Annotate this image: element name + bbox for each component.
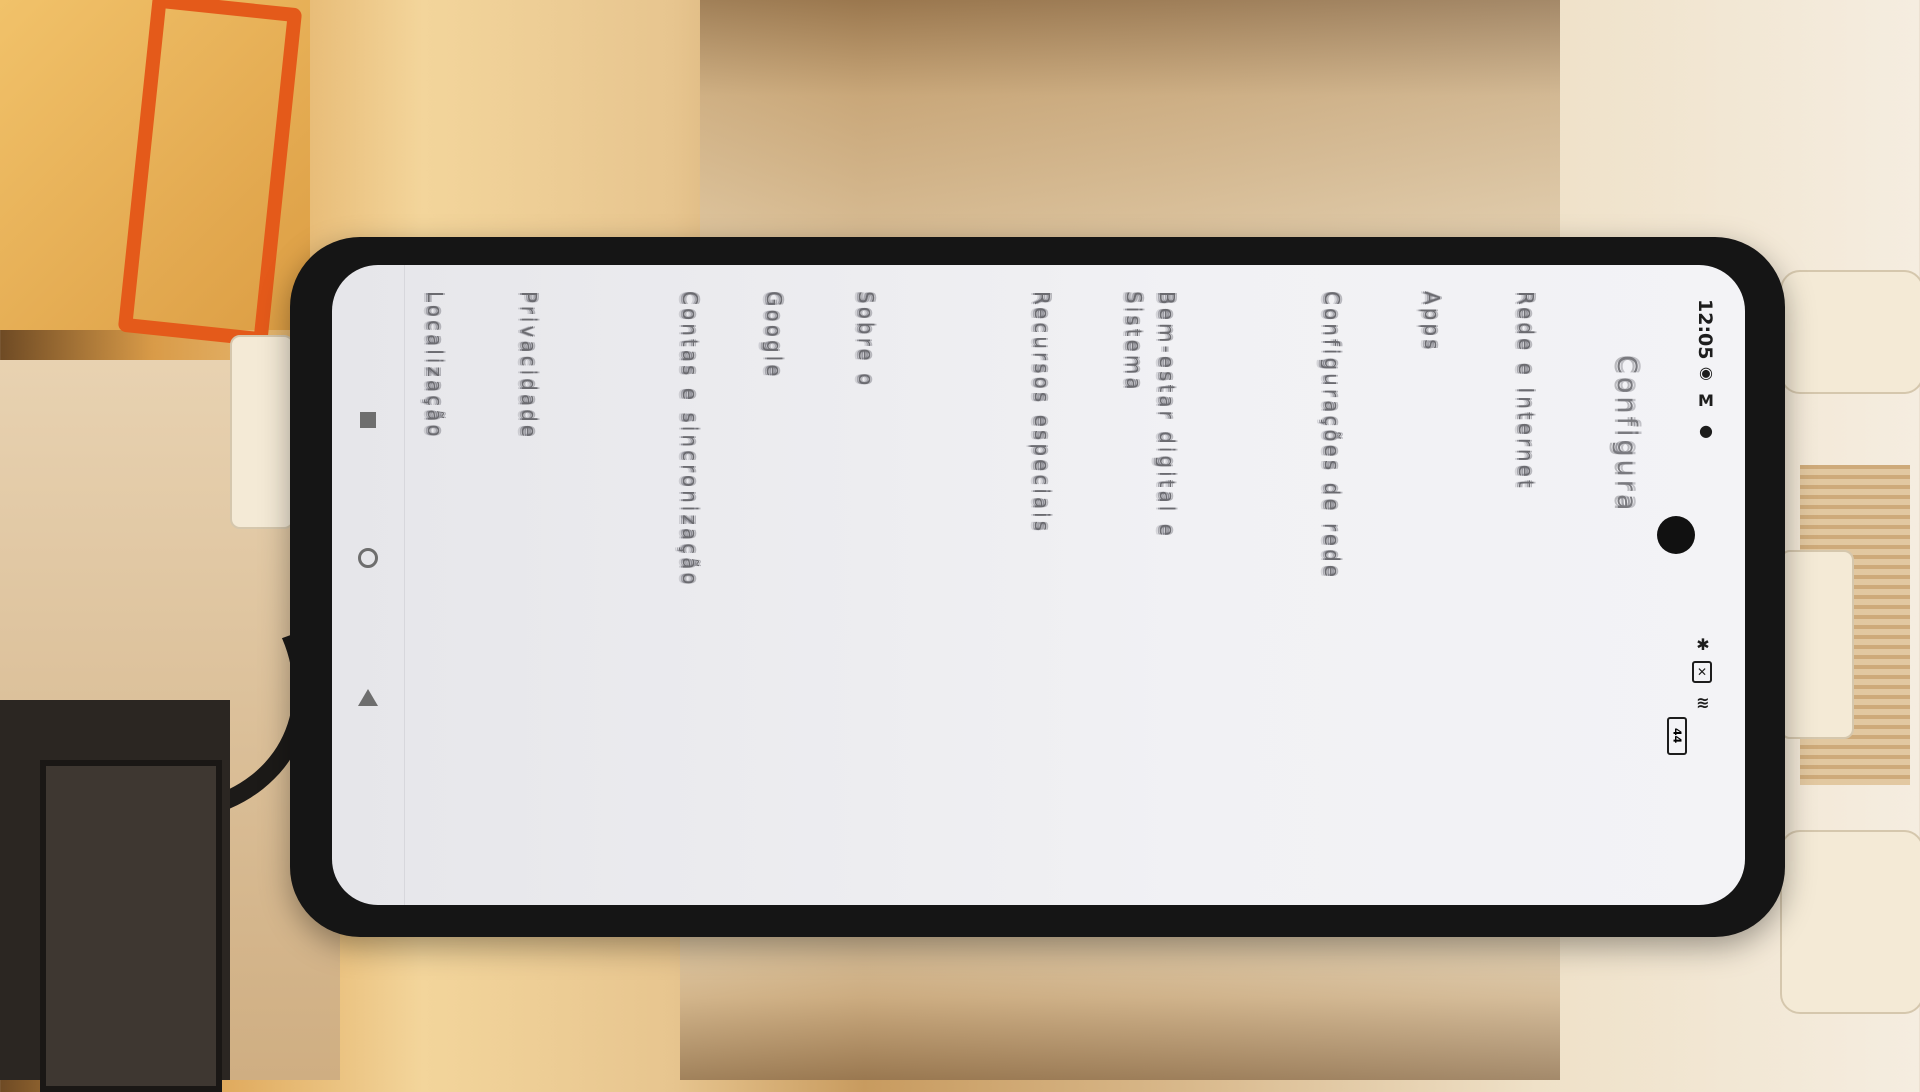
- phone-screen: [332, 265, 1745, 905]
- settings-item-rede-internet[interactable]: Rede e Internet: [1514, 291, 1538, 491]
- settings-item-contas[interactable]: Contas e sincronização: [678, 291, 702, 588]
- bluetooth-icon: ✱: [1696, 634, 1710, 654]
- phone-mount-bottom-right: [1780, 830, 1920, 1014]
- front-camera: [1657, 516, 1695, 554]
- smartphone: [290, 237, 1785, 937]
- phone-mount-left: [230, 335, 294, 529]
- page-title: Configura: [1611, 355, 1642, 514]
- battery-level: 44: [1670, 728, 1684, 744]
- settings-item-sistema[interactable]: Sistema: [1122, 291, 1146, 393]
- settings-item-configuracoes-rede[interactable]: Configurações de rede: [1320, 291, 1344, 581]
- settings-item-apps[interactable]: Apps: [1420, 291, 1444, 353]
- settings-item-localizacao[interactable]: Localização: [423, 291, 447, 440]
- background-shelf-bottom: [680, 930, 1560, 1080]
- vpn-icon: ●: [1699, 420, 1713, 440]
- home-button[interactable]: [356, 546, 380, 570]
- phone-mount-top-right: [1780, 270, 1920, 394]
- wifi-icon: ≋: [1696, 692, 1710, 712]
- recents-button[interactable]: [356, 408, 380, 432]
- notification-icon: ◉: [1699, 362, 1713, 382]
- sim-disabled-icon: ✕: [1692, 661, 1712, 683]
- background-shelf-top: [700, 0, 1560, 240]
- gmail-icon: M: [1698, 390, 1714, 410]
- navigation-bar: [332, 265, 405, 905]
- status-time: 12:05: [1694, 299, 1716, 360]
- settings-item-bem-estar[interactable]: Bem-estar digital e: [1155, 291, 1179, 539]
- background-block-inner: [40, 760, 222, 1092]
- settings-item-recursos-especiais[interactable]: Recursos especiais: [1030, 291, 1054, 535]
- settings-item-sobre[interactable]: Sobre o: [854, 291, 878, 389]
- home-icon: [358, 548, 378, 568]
- settings-item-google[interactable]: Google: [762, 291, 786, 380]
- recents-icon: [360, 412, 376, 428]
- phone-mount-right: [1780, 550, 1854, 739]
- settings-item-privacidade[interactable]: Privacidade: [517, 291, 541, 441]
- back-button[interactable]: [356, 685, 380, 709]
- back-icon: [358, 689, 378, 706]
- battery-icon: [1667, 717, 1687, 755]
